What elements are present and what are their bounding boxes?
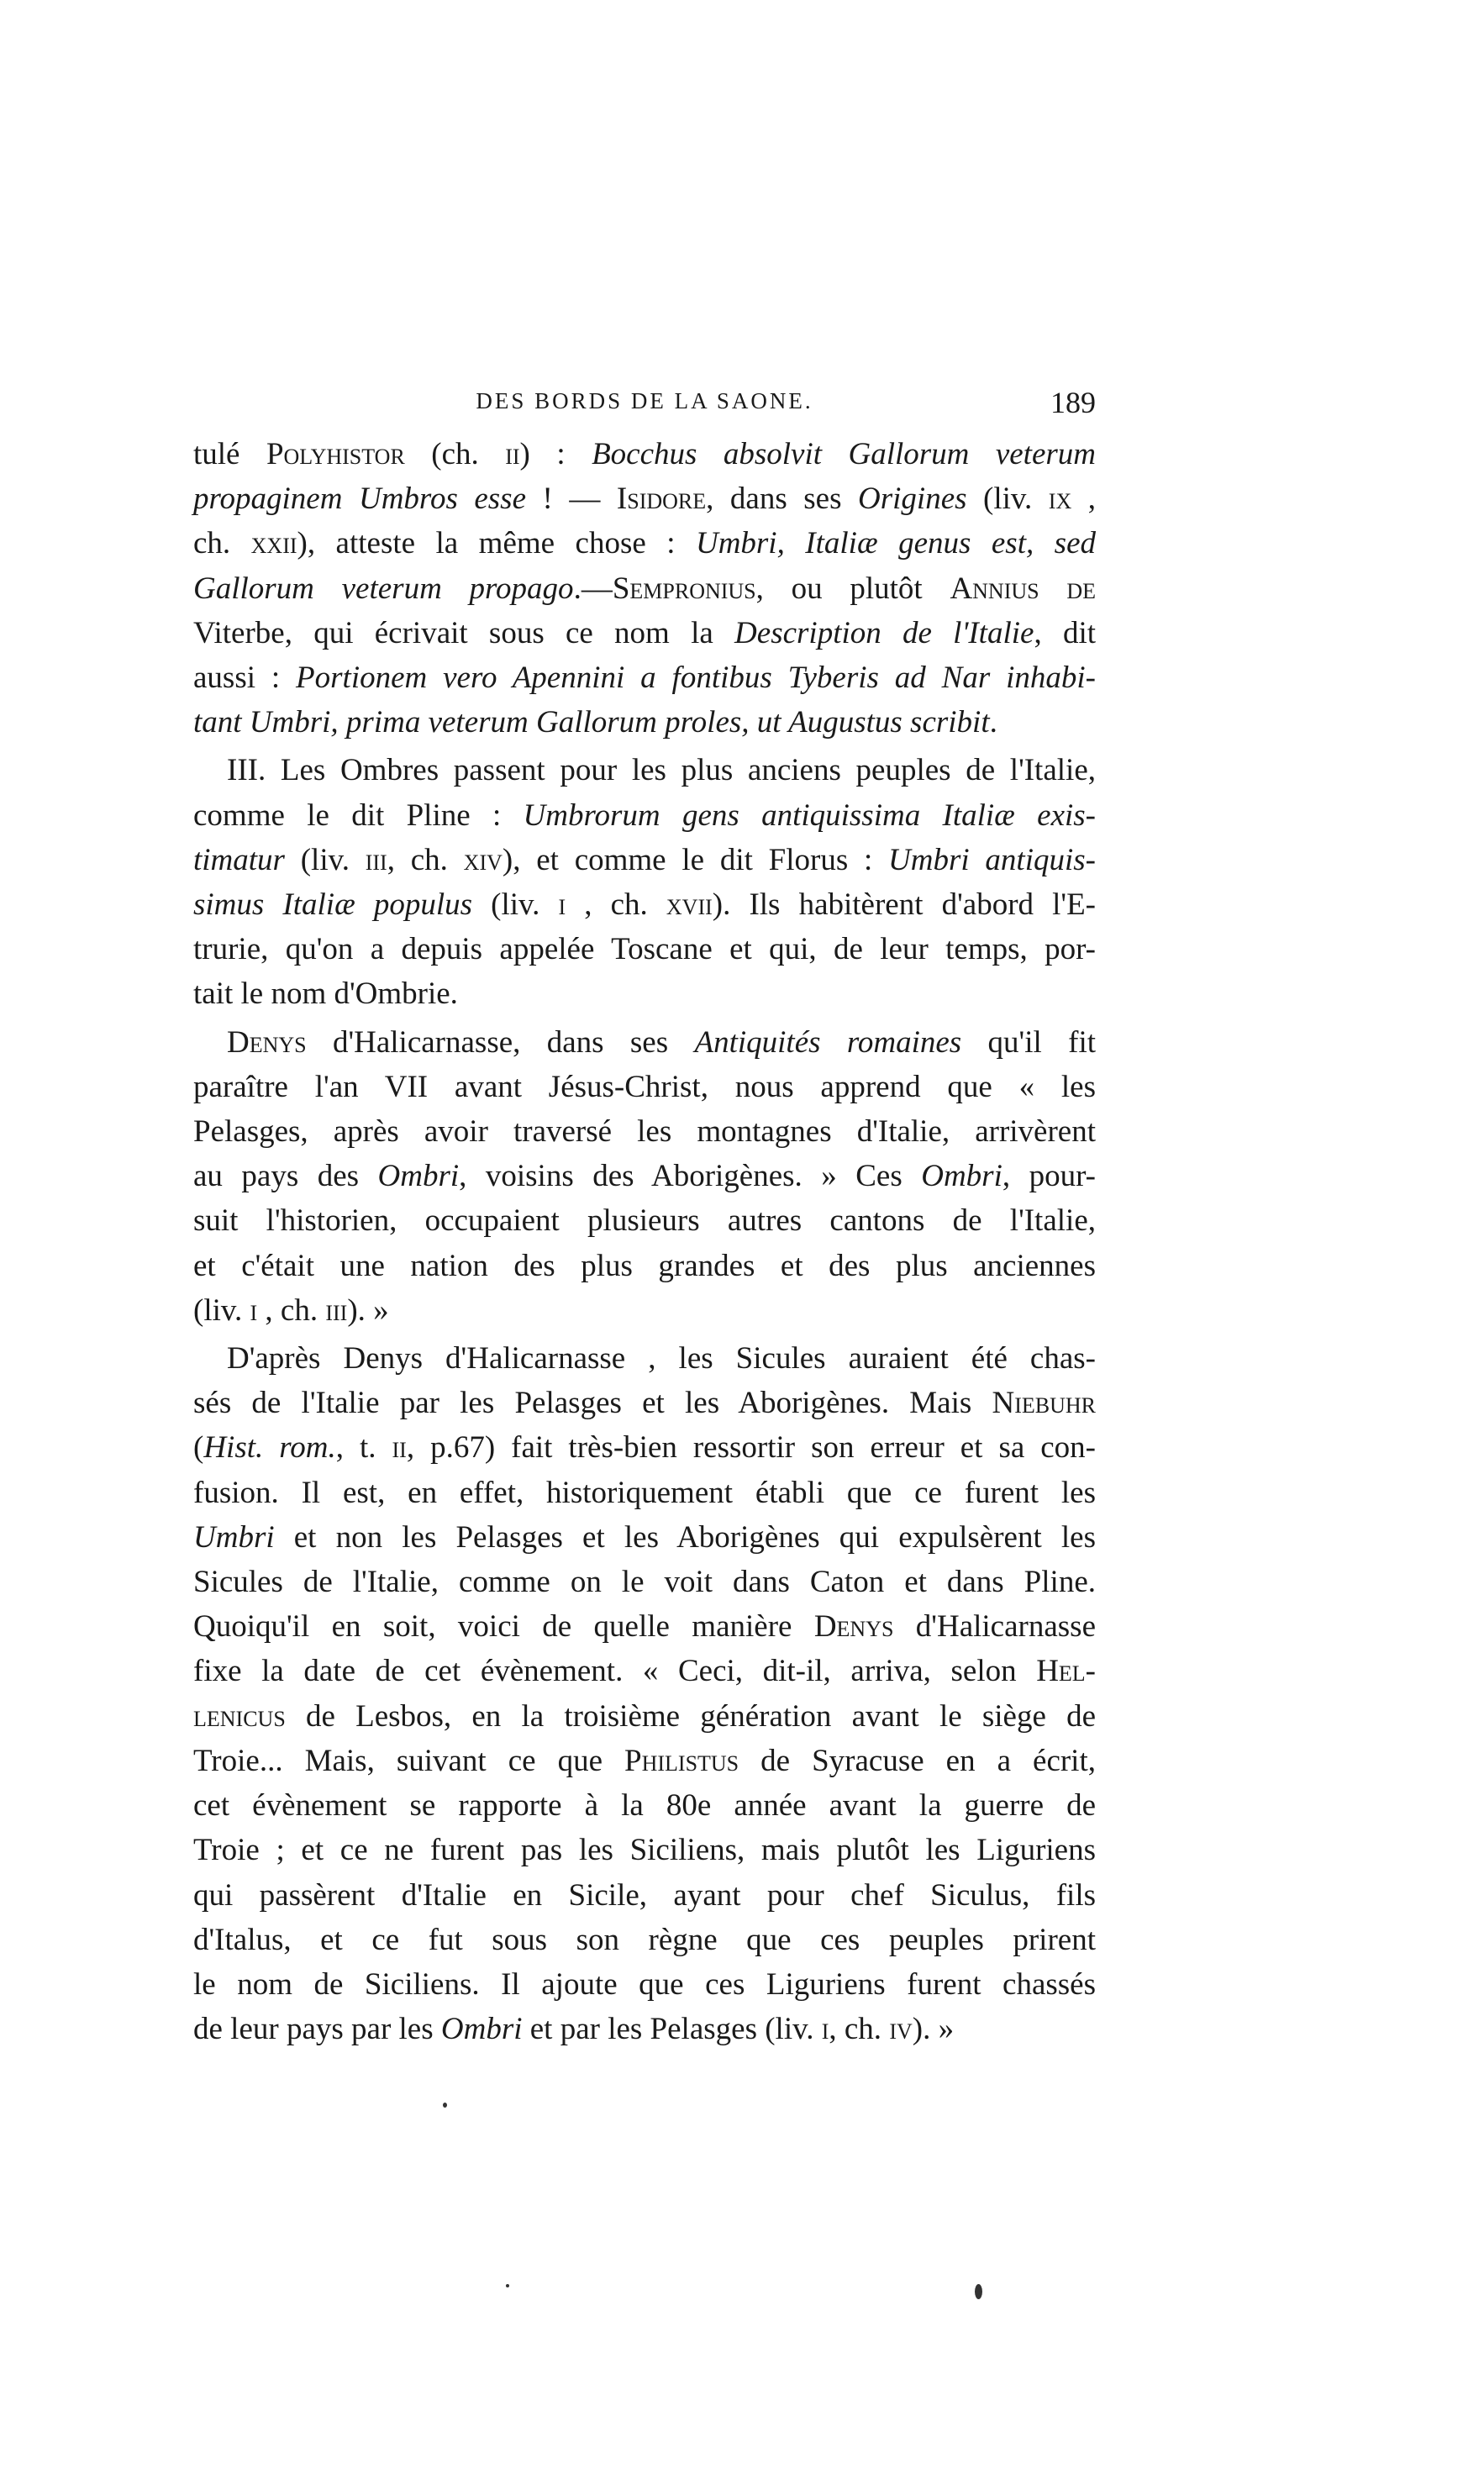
text-line xyxy=(193,2007,1096,2051)
text-segment: tulé xyxy=(193,437,266,471)
text-line xyxy=(193,1739,1096,1783)
paragraph-denys xyxy=(193,1020,1096,1333)
text-segment: , t. xyxy=(335,1430,392,1466)
text-segment: Troie ; et ce ne furent pas les Siciliens, mais plutôt les Liguriens xyxy=(193,1833,1096,1868)
italic-text: Antiquités romaines xyxy=(694,1024,962,1060)
text-line xyxy=(193,1109,1096,1154)
italic-text: Hist. rom. xyxy=(203,1430,336,1466)
text-segment: (liv. xyxy=(472,887,559,923)
text-segment: , p.67) fait très-bien ressortir son erreur et sa con- xyxy=(406,1430,1097,1466)
text-segment: (liv. xyxy=(284,842,366,877)
text-line xyxy=(193,971,1096,1016)
text-segment: fixe la date de cet évènement. « Ceci, dit-il, arriva, selon xyxy=(193,1654,1037,1689)
text-segment: Viterbe, qui écrivait sous ce nom la xyxy=(193,615,735,650)
text-line xyxy=(193,1649,1096,1693)
italic-text: Portionem vero Apennini a fontibus Tyberis ad Nar inhabi- xyxy=(296,661,1096,696)
text-line xyxy=(193,838,1096,882)
text-line xyxy=(193,1560,1096,1604)
text-line xyxy=(193,1471,1096,1515)
text-segment: de leur pays par les xyxy=(193,2012,441,2047)
text-segment: (liv. xyxy=(966,482,1049,517)
text-segment: suit l'historien, occupaient plusieurs autres cantons de l'Italie, xyxy=(193,1203,1096,1239)
text-segment: d'Italus, et ce fut sous son règne que ces peuples prirent xyxy=(193,1922,1096,1957)
text-segment: le nom de Siciliens. Il ajoute que ces Liguriens furent chassés xyxy=(193,1966,1096,2002)
small-caps-name: iii xyxy=(325,1292,348,1328)
small-caps-name: xvii xyxy=(666,887,713,923)
small-caps-name: i xyxy=(821,2012,829,2047)
text-segment: , dans ses xyxy=(706,482,859,517)
text-segment: ). » xyxy=(347,1292,389,1328)
small-caps-name: Denys xyxy=(813,1609,894,1645)
text-segment: , dit xyxy=(1034,615,1097,650)
small-caps-name: Sempronius xyxy=(612,571,756,606)
body-text xyxy=(193,432,1096,2051)
text-line xyxy=(193,566,1096,611)
text-line xyxy=(193,1694,1096,1739)
italic-text: Umbri antiquis- xyxy=(888,842,1096,877)
text-line xyxy=(193,1962,1096,2007)
small-caps-name: Isidore xyxy=(616,482,707,517)
text-line xyxy=(193,1336,1096,1381)
text-segment: et par les Pelasges (liv. xyxy=(522,2012,822,2047)
text-line xyxy=(193,521,1096,566)
text-segment: ) : xyxy=(519,437,592,471)
text-segment: ! — xyxy=(526,482,617,517)
text-segment: (ch. xyxy=(404,437,506,471)
text-segment: .— xyxy=(573,571,613,606)
text-line xyxy=(193,1381,1096,1425)
text-line xyxy=(193,655,1096,700)
paragraph-polyhistor xyxy=(193,432,1096,745)
text-segment: au pays des xyxy=(193,1159,378,1194)
italic-text: Origines xyxy=(858,482,967,517)
small-caps-name: ii xyxy=(505,437,520,471)
text-line xyxy=(193,1828,1096,1872)
text-line xyxy=(193,748,1096,792)
text-segment: aussi : xyxy=(193,661,297,696)
italic-text: Bocchus absolvit Gallorum veterum xyxy=(592,437,1097,471)
small-caps-name: Philistus xyxy=(624,1743,739,1778)
text-segment: D'après Denys d'Halicarnasse , les Sicules auraient été chas- xyxy=(227,1341,1096,1376)
text-line xyxy=(193,1873,1096,1918)
text-line xyxy=(193,1065,1096,1109)
text-segment: fusion. Il est, en effet, historiquement établi que ce furent les xyxy=(193,1475,1096,1510)
text-segment: ). Ils habitèrent d'abord l'E- xyxy=(712,887,1096,923)
text-segment: , ou plutôt xyxy=(755,571,950,606)
italic-text: Umbri, Italiæ genus est, sed xyxy=(695,526,1096,561)
text-segment: et c'était une nation des plus grandes et des plus anciennes xyxy=(193,1248,1096,1283)
text-segment: paraître l'an VII avant Jésus-Christ, nous apprend que « les xyxy=(193,1069,1096,1104)
text-line xyxy=(193,1020,1096,1065)
running-title: DES BORDS DE LA SAONE. xyxy=(476,388,813,413)
text-segment: , xyxy=(1071,482,1097,517)
text-segment: de Syracuse en a écrit, xyxy=(739,1743,1096,1778)
italic-text: Gallorum veterum propago xyxy=(193,571,574,606)
text-line xyxy=(193,1918,1096,1962)
small-caps-name: iv xyxy=(889,2012,913,2047)
text-line xyxy=(193,1198,1096,1243)
text-segment: qu'il fit xyxy=(961,1024,1096,1060)
text-segment: (liv. xyxy=(193,1292,250,1328)
italic-text: Ombri xyxy=(921,1159,1002,1194)
text-line xyxy=(193,1604,1096,1649)
text-line xyxy=(193,882,1096,927)
text-segment: Pelasges, après avoir traversé les montagnes d'Italie, arrivèrent xyxy=(193,1114,1096,1150)
small-caps-name: ii xyxy=(392,1430,407,1466)
text-segment: Troie... Mais, suivant ce que xyxy=(193,1743,625,1778)
small-caps-name: Niebuhr xyxy=(992,1386,1096,1421)
text-segment: , voisins des Aborigènes. » Ces xyxy=(459,1159,922,1194)
text-segment: sés de l'Italie par les Pelasges et les Aborigènes. Mais xyxy=(193,1386,992,1421)
text-segment: tait le nom d'Ombrie. xyxy=(193,976,458,1012)
text-line xyxy=(193,1783,1096,1828)
small-caps-name: xiv xyxy=(463,842,503,877)
italic-text: timatur xyxy=(193,842,285,877)
text-segment: , ch. xyxy=(829,2012,890,2047)
text-line xyxy=(193,1154,1096,1198)
text-segment: III. Les Ombres passent pour les plus anciens peuples de l'Italie, xyxy=(227,753,1096,788)
text-segment: comme le dit Pline : xyxy=(193,797,524,833)
text-segment: ), atteste la même chose : xyxy=(297,526,696,561)
small-caps-name: Annius de xyxy=(950,571,1096,606)
text-line xyxy=(193,432,1096,476)
text-segment: trurie, qu'on a depuis appelée Toscane et qui, de leur temps, por- xyxy=(193,932,1096,967)
text-line xyxy=(193,1425,1096,1470)
italic-text: Ombri xyxy=(377,1159,460,1194)
small-caps-name: lenicus xyxy=(193,1698,286,1734)
text-segment: ( xyxy=(193,1430,204,1466)
text-segment: Sicules de l'Italie, comme on le voit dans Caton et dans Pline. xyxy=(193,1565,1096,1600)
italic-text: simus Italiæ populus xyxy=(193,887,473,923)
scan-speck xyxy=(443,2103,447,2108)
italic-text: Description de l'Italie xyxy=(734,615,1034,650)
text-segment: , ch. xyxy=(566,887,666,923)
italic-text: Umbri xyxy=(193,1519,275,1555)
text-line xyxy=(193,1515,1096,1560)
scan-speck xyxy=(506,2284,509,2287)
text-segment: ch. xyxy=(193,526,251,561)
scan-speck xyxy=(975,2284,982,2299)
text-line xyxy=(193,793,1096,838)
page-number: 189 xyxy=(1050,386,1096,419)
small-caps-name: i xyxy=(250,1292,258,1328)
text-segment: , ch. xyxy=(257,1292,326,1328)
small-caps-name: Denys xyxy=(227,1024,307,1060)
text-segment: d'Halicarnasse xyxy=(893,1609,1096,1645)
text-segment: ), et comme le dit Florus : xyxy=(502,842,889,877)
text-line xyxy=(193,700,1096,745)
text-segment: et non les Pelasges et les Aborigènes qui expulsèrent les xyxy=(274,1519,1096,1555)
italic-text: Ombri xyxy=(440,2012,523,2047)
paragraph-sicules xyxy=(193,1336,1096,2051)
small-caps-name: ix xyxy=(1048,482,1072,517)
italic-text: tant Umbri, prima veterum Gallorum proles, ut Augustus scribit xyxy=(193,705,990,740)
text-line xyxy=(193,1288,1096,1333)
text-segment: cet évènement se rapporte à la 80e année avant la guerre de xyxy=(193,1788,1096,1824)
text-line xyxy=(193,476,1096,521)
text-line xyxy=(193,1244,1096,1288)
text-segment: . xyxy=(989,705,997,740)
page-header xyxy=(193,385,1096,425)
text-segment: ). » xyxy=(912,2012,955,2047)
text-segment: d'Halicarnasse, dans ses xyxy=(306,1024,695,1060)
text-segment: qui passèrent d'Italie en Sicile, ayant pour chef Siculus, fils xyxy=(193,1877,1096,1913)
paragraph-ombres xyxy=(193,748,1096,1016)
text-segment: de Lesbos, en la troisième génération avant le siège de xyxy=(285,1698,1096,1734)
small-caps-name: iii xyxy=(365,842,387,877)
text-segment: Quoiqu'il en soit, voici de quelle manière xyxy=(193,1609,814,1645)
italic-text: propaginem Umbros esse xyxy=(193,482,527,517)
text-segment: , ch. xyxy=(387,842,464,877)
text-line xyxy=(193,611,1096,655)
text-line xyxy=(193,927,1096,971)
small-caps-name: Polyhistor xyxy=(266,437,405,471)
italic-text: Umbrorum gens antiquissima Italiæ exis- xyxy=(523,797,1096,833)
text-segment: , pour- xyxy=(1002,1159,1096,1194)
small-caps-name: xxii xyxy=(250,526,297,561)
small-caps-name: i xyxy=(558,887,566,923)
small-caps-name: Hel- xyxy=(1036,1654,1096,1689)
